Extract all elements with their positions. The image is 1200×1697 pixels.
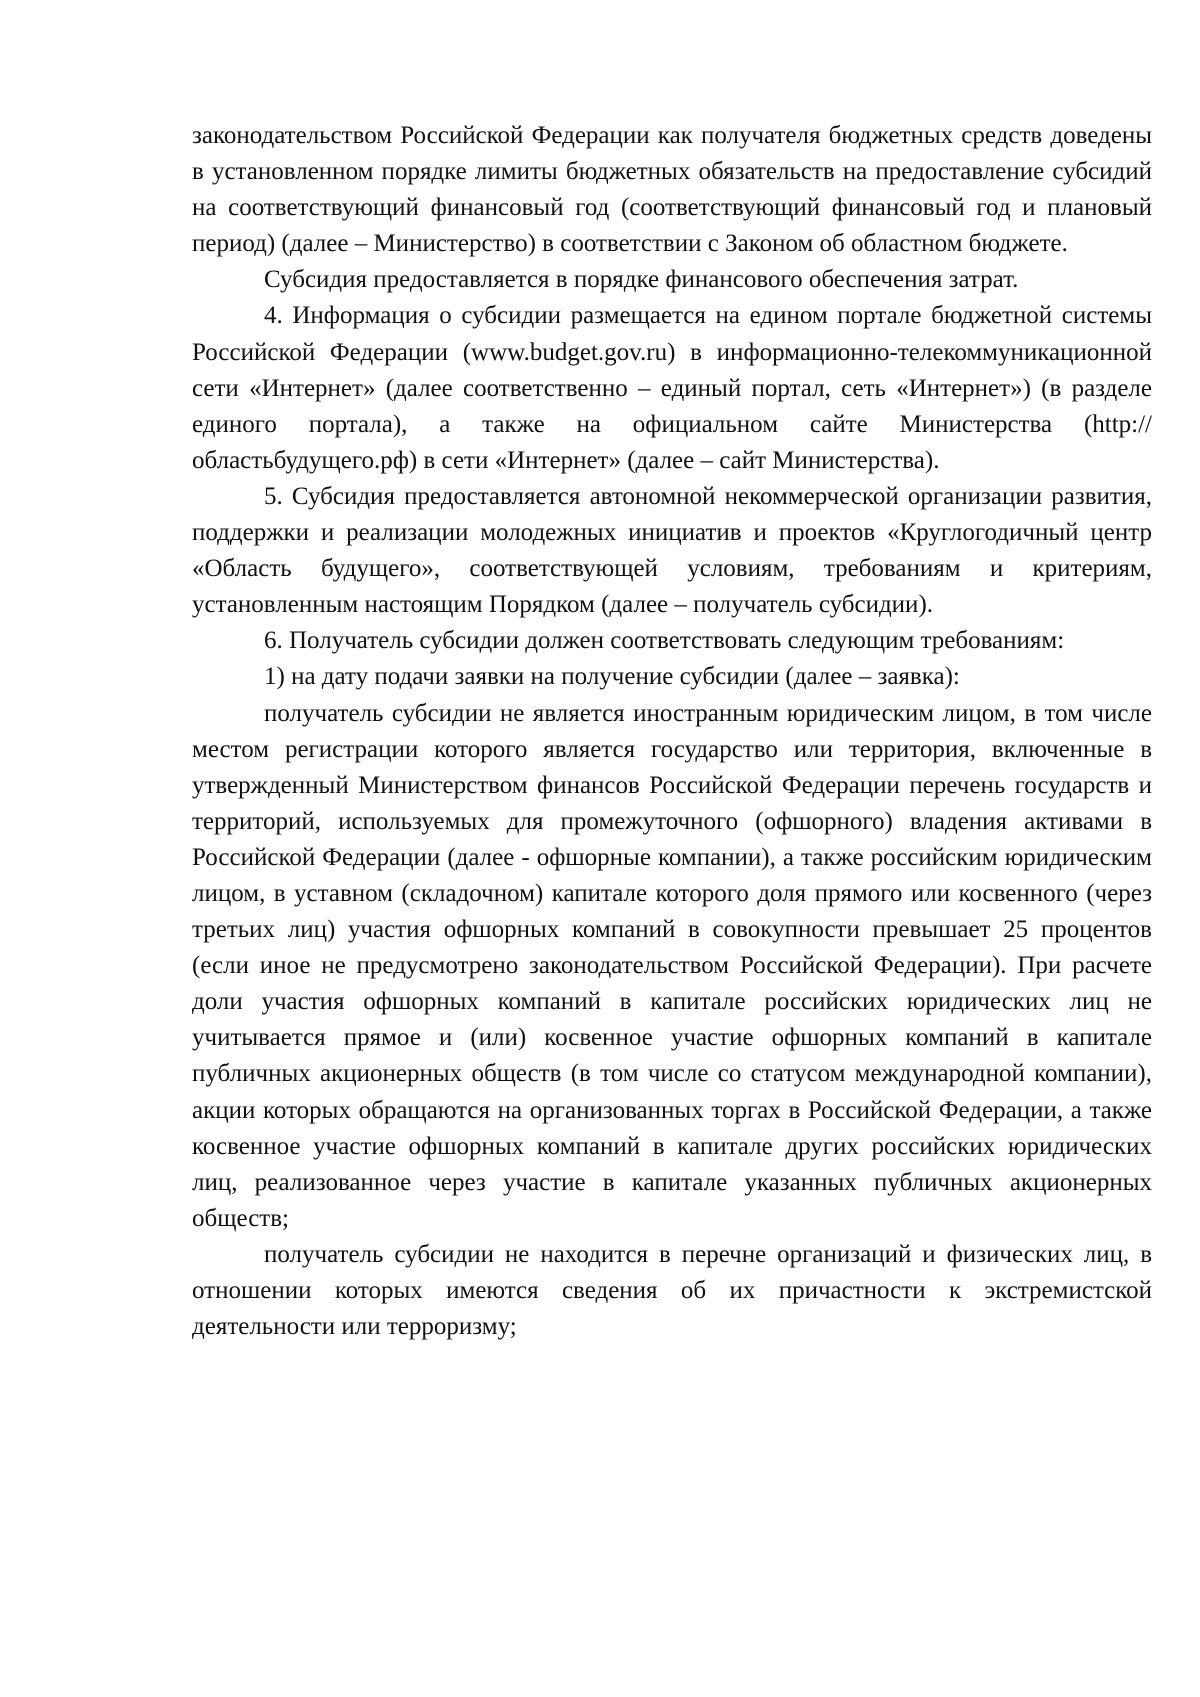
paragraph-item-4-information: 4. Информация о субсидии размещается на едином портале бюджетной системы Российской Федерации (www.budget.gov.ru) в информационно-телекоммуникационной сети «Интернет» (далее соответственно – единый портал, сеть «Интернет») (в разделе единого портала), а также на официальном сайте Министерства (http://областьбудущего.рф) в сети «Интернет» (далее – сайт Министерства). <box>192 302 1152 474</box>
paragraph-item-5-recipient: 5. Субсидия предоставляется автономной некоммерческой организации развития, поддержки и реализации молодежных инициатив и проектов «Круглогодичный центр «Область будущего», соответствующей условиям, требованиям и критериям, установленным настоящим Порядком (далее – получатель субсидии). <box>192 482 1152 619</box>
paragraph-extremism-requirement: получатель субсидии не находится в перечне организаций и физических лиц, в отношении которых имеются сведения об их причастности к экстремистской деятельности или терроризму; <box>192 1240 1152 1341</box>
paragraph-item-6-requirements: 6. Получатель субсидии должен соответствовать следующим требованиям: <box>264 627 1065 655</box>
paragraph-subitem-1-application-date: 1) на дату подачи заявки на получение субсидии (далее – заявка): <box>264 663 960 691</box>
paragraph-subsidy-financing: Субсидия предоставляется в порядке финансового обеспечения затрат. <box>264 266 1019 294</box>
paragraph-ministry-definition: законодательством Российской Федерации как получателя бюджетных средств доведены в установленном порядке лимиты бюджетных обязательств на предоставление субсидий на соответствующий финансовый год (соответствующий финансовый год и плановый период) (далее – Министерство) в соответствии с Законом об областном бюджете. <box>192 122 1152 258</box>
paragraph-offshore-requirement: получатель субсидии не является иностранным юридическим лицом, в том числе местом регистрации которого является государство или территория, включенные в утвержденный Министерством финансов Российской Федерации перечень государств и территорий, используемых для промежуточного (офшорного) владения активами в Российской Федерации (далее - офшорные компании), а также российским юридическим лицом, в уставном (складочном) капитале которого доля прямого или косвенного (через третьих лиц) участия офшорных компаний в совокупности превышает 25 процентов (если иное не предусмотрено законодательством Российской Федерации). При расчете доли участия офшорных компаний в капитале российских юридических лиц не учитывается прямое и (или) косвенное участие офшорных компаний в капитале публичных акционерных обществ (в том числе со статусом международной компании), акции которых обращаются на организованных торгах в Российской Федерации, а также косвенное участие офшорных компаний в капитале других российских юридических лиц, реализованное через участие в капитале указанных публичных акционерных обществ; <box>192 699 1152 1232</box>
document-body <box>192 118 1152 1345</box>
